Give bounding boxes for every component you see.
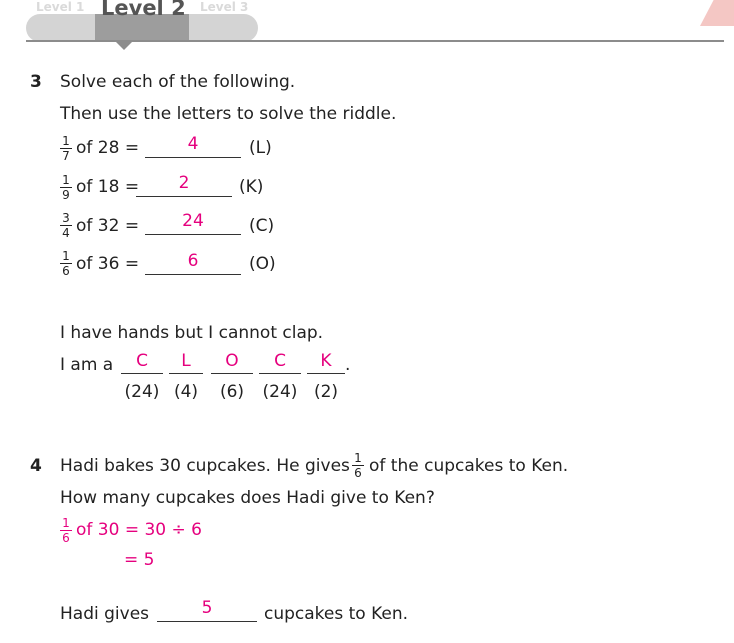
question-3-number: 3 [30, 72, 42, 92]
riddle-code-5: (2) [313, 382, 339, 402]
riddle-letter-1[interactable]: C [121, 351, 163, 374]
question-4-fraction [352, 452, 364, 479]
row-3-denominator: 4 [62, 226, 70, 240]
question-4-line-2: How many cupcakes does Hadi give to Ken? [60, 488, 435, 508]
row-1-text: of 28 = [76, 138, 140, 158]
answer-prefix: Hadi gives [60, 604, 150, 624]
riddle-letter-3[interactable]: O [211, 351, 253, 374]
question-4-line-1a: Hadi bakes 30 cupcakes. He gives [60, 456, 350, 476]
row-1-letter: (L) [249, 138, 272, 158]
row-2-fraction [60, 174, 72, 201]
question-3-instruction-2: Then use the letters to solve the riddle. [60, 104, 397, 124]
riddle-period: . [345, 355, 351, 375]
riddle-code-3: (6) [219, 382, 245, 402]
row-2-numerator: 1 [62, 173, 70, 187]
row-4-letter: (O) [249, 254, 276, 274]
question-4-line-1b: of the cupcakes to Ken. [369, 456, 569, 476]
row-2-letter: (K) [239, 177, 264, 197]
row-1-numerator: 1 [62, 134, 70, 148]
work-fraction [60, 517, 72, 544]
work-line-2[interactable]: = 5 [124, 550, 155, 570]
row-1-denominator: 7 [62, 149, 70, 163]
row-4-answer[interactable]: 6 [145, 251, 241, 275]
row-2-answer[interactable]: 2 [136, 173, 232, 197]
row-2-text: of 18 = [76, 177, 140, 197]
riddle-letter-4[interactable]: C [259, 351, 301, 374]
row-2-denominator: 9 [62, 188, 70, 202]
riddle-text: I have hands but I cannot clap. [60, 323, 324, 343]
row-4-numerator: 1 [62, 249, 70, 263]
row-1-fraction [60, 135, 72, 162]
row-3-numerator: 3 [62, 211, 70, 225]
active-level-pointer-icon [116, 42, 132, 50]
riddle-code-4: (24) [262, 382, 298, 402]
level-2-tab[interactable]: Level 2 [101, 0, 186, 20]
row-4-text: of 36 = [76, 254, 140, 274]
row-3-text: of 32 = [76, 216, 140, 236]
riddle-letter-2[interactable]: L [169, 351, 203, 374]
row-4-denominator: 6 [62, 264, 70, 278]
row-1-answer[interactable]: 4 [145, 134, 241, 158]
question-4-denominator: 6 [354, 466, 362, 480]
question-3-instruction-1: Solve each of the following. [60, 72, 296, 92]
answer-suffix: cupcakes to Ken. [264, 604, 409, 624]
row-3-letter: (C) [249, 216, 275, 236]
work-denominator: 6 [62, 531, 70, 545]
riddle-i-am: I am a [60, 355, 114, 375]
question-4-number: 4 [30, 456, 42, 476]
work-line-1[interactable]: of 30 = 30 ÷ 6 [76, 520, 202, 540]
corner-decoration [700, 0, 734, 26]
row-3-fraction [60, 212, 72, 239]
riddle-letter-5[interactable]: K [307, 351, 345, 374]
level-1-tab[interactable]: Level 1 [36, 0, 85, 14]
final-answer[interactable]: 5 [157, 598, 257, 622]
question-4-numerator: 1 [354, 451, 362, 465]
row-3-answer[interactable]: 24 [145, 211, 241, 235]
work-numerator: 1 [62, 516, 70, 530]
riddle-code-1: (24) [124, 382, 160, 402]
riddle-code-2: (4) [173, 382, 199, 402]
row-4-fraction [60, 250, 72, 277]
level-3-tab[interactable]: Level 3 [200, 0, 249, 14]
